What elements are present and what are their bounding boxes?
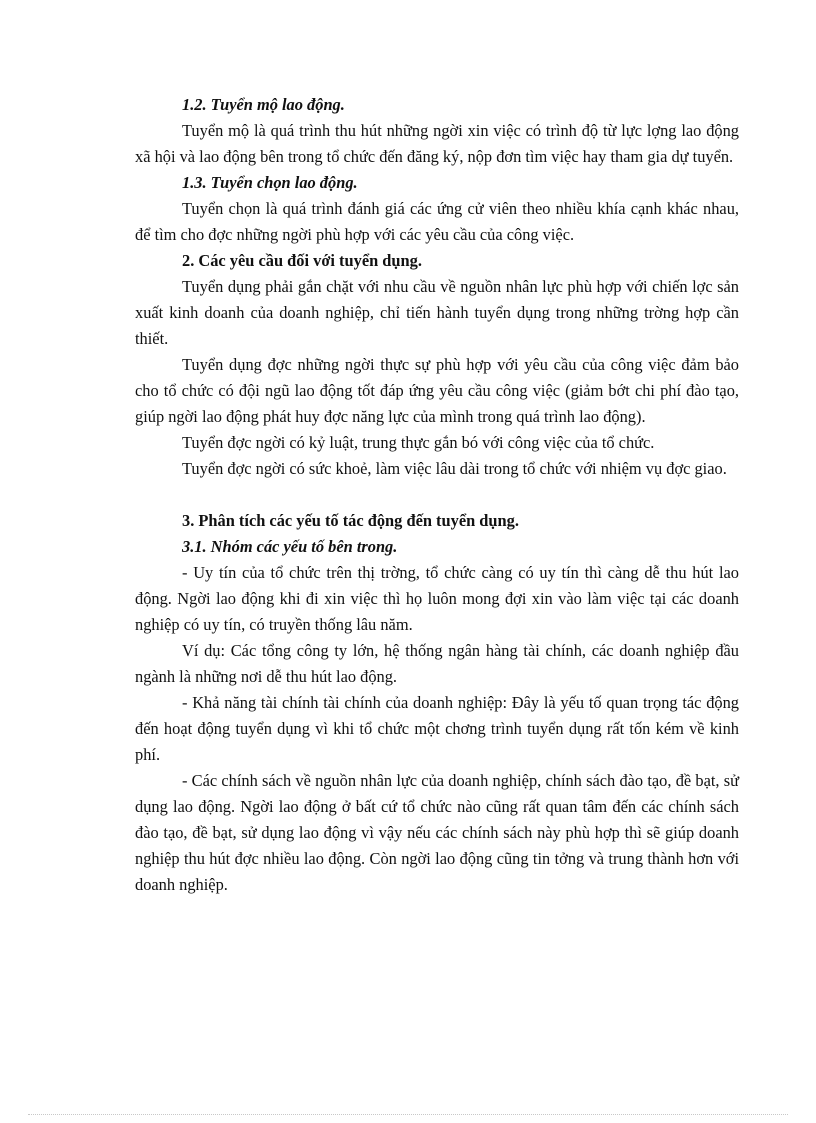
paragraph-finance: - Khả năng tài chính tài chính của doanh nghiệp: Đây là yếu tố quan trọng tác động đến hoạt động tuyển dụng vì khi tổ chức một chơng trình tuyển dụng rất tốn kém về kinh phí.	[135, 693, 739, 764]
paragraph-requirement-4: Tuyển đợc ngời có sức khoẻ, làm việc lâu dài trong tổ chức với nhiệm vụ đợc giao.	[182, 459, 727, 478]
heading-1-2: 1.2. Tuyển mộ lao động.	[182, 95, 345, 114]
paragraph-requirement-1: Tuyển dụng phải gắn chặt với nhu cầu về nguồn nhân lực phù hợp với chiến lợc sản xuất kinh doanh của doanh nghiệp, chỉ tiến hành tuyển dụng trong những trờng hợp cần thiết.	[135, 277, 739, 348]
heading-2: 2. Các yêu cầu đối với tuyển dụng.	[182, 251, 422, 270]
heading-3: 3. Phân tích các yếu tố tác động đến tuyển dụng.	[182, 511, 519, 530]
section-spacer	[135, 482, 739, 508]
paragraph-requirement-3: Tuyển đợc ngời có kỷ luật, trung thực gắn bó với công việc của tổ chức.	[182, 433, 655, 452]
paragraph-reputation: - Uy tín của tổ chức trên thị trờng, tổ chức càng có uy tín thì càng dễ thu hút lao động. Ngời lao động khi đi xin việc thì họ luôn mong đợi xin vào làm việc tại các doanh nghiệp có uy tín, có truyền thống lâu năm.	[135, 563, 739, 634]
heading-1-3: 1.3. Tuyển chọn lao động.	[182, 173, 358, 192]
paragraph-selection-definition: Tuyển chọn là quá trình đánh giá các ứng cử viên theo nhiều khía cạnh khác nhau, để tìm cho đợc những ngời phù hợp với các yêu cầu của công việc.	[135, 199, 739, 244]
heading-3-1: 3.1. Nhóm các yếu tố bên trong.	[182, 537, 398, 556]
paragraph-policies: - Các chính sách về nguồn nhân lực của doanh nghiệp, chính sách đào tạo, đề bạt, sử dụng lao động. Ngời lao động ở bất cứ tổ chức nào cũng rất quan tâm đến các chính sách đào tạo, đề bạt, sử dụng lao động vì vậy nếu các chính sách này phù hợp thì sẽ giúp doanh nghiệp thu hút đợc nhiều lao động. Còn ngời lao động cũng tin tởng và trung thành hơn với doanh nghiệp.	[135, 771, 739, 894]
paragraph-recruitment-definition: Tuyển mộ là quá trình thu hút những ngời xin việc có trình độ từ lực lợng lao động xã hội và lao động bên trong tổ chức đến đăng ký, nộp đơn tìm việc hay tham gia dự tuyển.	[135, 121, 739, 166]
page-bottom-divider	[28, 1114, 788, 1115]
document-page	[135, 92, 739, 898]
paragraph-requirement-2: Tuyển dụng đợc những ngời thực sự phù hợp với yêu cầu của công việc đảm bảo cho tổ chức có đội ngũ lao động tốt đáp ứng yêu cầu công việc (giảm bớt chi phí đào tạo, giúp ngời lao động phát huy đợc năng lực của mình trong quá trình lao động).	[135, 355, 739, 426]
paragraph-example: Ví dụ: Các tổng công ty lớn, hệ thống ngân hàng tài chính, các doanh nghiệp đầu ngành là những nơi dễ thu hút lao động.	[135, 641, 739, 686]
